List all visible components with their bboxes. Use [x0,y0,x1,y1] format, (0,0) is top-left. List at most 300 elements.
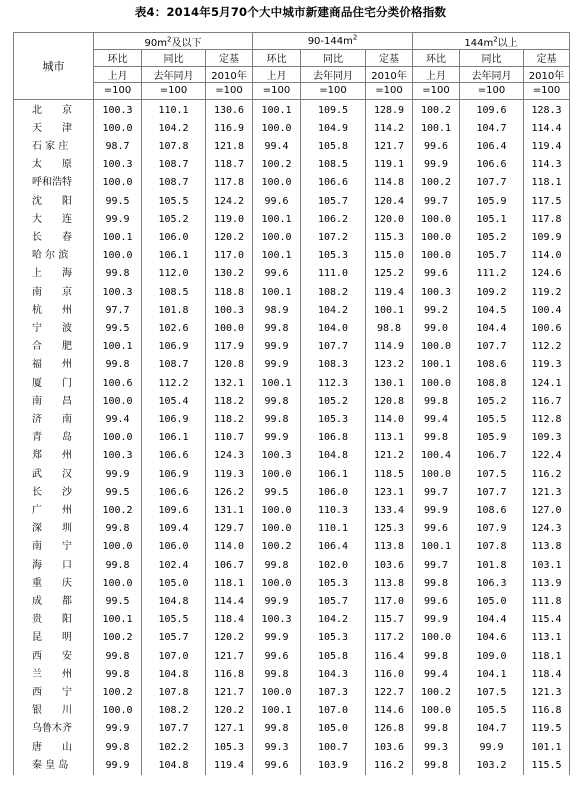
index-value: 105.2 [142,211,206,229]
index-value: 100.0 [413,466,460,484]
index-value: 132.1 [206,375,253,393]
index-value: 121.7 [366,138,413,156]
index-value: 100.1 [253,702,301,720]
index-value: 103.2 [460,757,524,775]
index-value: 100.0 [413,375,460,393]
table-row [14,138,570,156]
index-value: 108.5 [301,156,366,174]
city-name: 厦 门 [14,375,94,393]
table-row [14,757,570,775]
index-value: 101.8 [460,557,524,575]
city-name: 西 安 [14,648,94,666]
city-name: 北 京 [14,99,94,120]
table-row [14,702,570,720]
group-header-large: $144m^2$以上 [413,33,570,50]
city-name: 秦 皇 岛 [14,757,94,775]
index-value: 99.9 [253,629,301,647]
index-value: 99.5 [94,193,142,211]
index-value: 117.0 [366,593,413,611]
index-value: 107.7 [460,484,524,502]
index-value: 102.4 [142,557,206,575]
index-value: 115.3 [366,229,413,247]
index-value: 104.4 [460,320,524,338]
index-value: 105.4 [142,393,206,411]
index-value: 104.6 [460,629,524,647]
index-value: 99.7 [413,484,460,502]
index-value: 100.3 [94,99,142,120]
index-value: 107.8 [142,138,206,156]
index-value: 127.1 [206,720,253,738]
index-value: 119.3 [206,466,253,484]
index-value: 99.5 [94,320,142,338]
table-row [14,611,570,629]
index-value: 118.4 [206,611,253,629]
index-value: 102.6 [142,320,206,338]
index-value: 105.3 [301,575,366,593]
table-row [14,156,570,174]
city-name: 郑 州 [14,447,94,465]
index-value: 126.2 [206,484,253,502]
index-value: 100.0 [94,393,142,411]
index-value: 100.1 [413,538,460,556]
index-value: 107.7 [301,338,366,356]
index-value: 99.4 [94,411,142,429]
table-row [14,393,570,411]
index-value: 100.0 [94,702,142,720]
index-value: 100.0 [253,520,301,538]
index-value: 100.0 [94,120,142,138]
subheader-sub1-base: 定基 [206,50,253,67]
index-value: 108.6 [460,502,524,520]
subheader-sub2-mom: 上月 [253,66,301,83]
index-value: 102.2 [142,739,206,757]
index-value: 114.9 [366,338,413,356]
city-name: 南 京 [14,284,94,302]
index-value: 105.1 [460,211,524,229]
index-value: 99.3 [413,739,460,757]
index-value: 105.5 [142,611,206,629]
city-name: 海 口 [14,557,94,575]
subheader-sub3-yoy: =100 [301,83,366,100]
index-value: 113.8 [524,538,570,556]
index-value: 98.8 [366,320,413,338]
index-value: 130.1 [366,375,413,393]
index-value: 113.9 [524,575,570,593]
index-value: 112.2 [142,375,206,393]
index-value: 123.2 [366,356,413,374]
city-name: 石 家 庄 [14,138,94,156]
group-header-medium: $90-144m^2$ [253,33,413,50]
table-row [14,320,570,338]
table-row [14,356,570,374]
index-value: 112.3 [301,375,366,393]
city-name: 福 州 [14,356,94,374]
index-value: 106.6 [301,174,366,192]
table-row [14,229,570,247]
index-value: 100.0 [413,702,460,720]
index-value: 105.9 [460,429,524,447]
index-value: 99.9 [413,502,460,520]
index-value: 99.8 [94,739,142,757]
city-name: 贵 阳 [14,611,94,629]
index-value: 114.0 [524,247,570,265]
index-value: 112.0 [142,265,206,283]
subheader-sub1-yoy: 同比 [460,50,524,67]
index-value: 118.1 [206,575,253,593]
table-row [14,247,570,265]
index-value: 104.5 [460,302,524,320]
index-value: 103.9 [301,757,366,775]
table-row [14,284,570,302]
index-value: 99.8 [413,393,460,411]
city-name: 哈 尔 滨 [14,247,94,265]
index-value: 109.4 [142,520,206,538]
index-value: 115.0 [366,247,413,265]
table-row [14,593,570,611]
index-value: 103.6 [366,557,413,575]
index-value: 125.3 [366,520,413,538]
index-value: 100.1 [94,611,142,629]
index-value: 100.1 [94,338,142,356]
index-value: 112.8 [524,411,570,429]
index-value: 113.8 [366,538,413,556]
index-value: 106.6 [142,447,206,465]
index-value: 108.3 [301,356,366,374]
index-value: 100.1 [253,375,301,393]
index-value: 118.8 [206,284,253,302]
index-value: 100.2 [94,629,142,647]
index-value: 99.8 [94,557,142,575]
index-value: 99.6 [253,265,301,283]
index-value: 120.8 [206,356,253,374]
city-name: 合 肥 [14,338,94,356]
index-value: 99.8 [413,720,460,738]
table-row [14,193,570,211]
index-value: 100.2 [413,174,460,192]
index-value: 124.6 [524,265,570,283]
city-name: 南 宁 [14,538,94,556]
index-value: 118.4 [524,666,570,684]
group-header-small: $90m^2$及以下 [94,33,253,50]
index-value: 106.1 [142,247,206,265]
index-value: 100.0 [94,247,142,265]
subheader-sub3-mom: =100 [253,83,301,100]
index-value: 99.7 [413,557,460,575]
index-value: 105.7 [460,247,524,265]
index-value: 100.3 [413,284,460,302]
index-value: 117.8 [524,211,570,229]
index-value: 98.9 [253,302,301,320]
index-value: 125.2 [366,265,413,283]
index-value: 99.9 [253,593,301,611]
index-value: 124.3 [524,520,570,538]
subheader-sub3-base: =100 [366,83,413,100]
index-value: 114.0 [206,538,253,556]
index-value: 105.7 [142,629,206,647]
index-value: 108.5 [142,284,206,302]
city-name: 昆 明 [14,629,94,647]
index-value: 120.2 [206,629,253,647]
index-value: 123.1 [366,484,413,502]
index-value: 104.7 [460,720,524,738]
city-name: 成 都 [14,593,94,611]
index-value: 119.4 [206,757,253,775]
index-value: 124.2 [206,193,253,211]
index-value: 104.2 [301,611,366,629]
index-value: 99.6 [253,648,301,666]
index-value: 103.6 [366,739,413,757]
index-value: 99.5 [94,484,142,502]
index-value: 100.0 [413,629,460,647]
index-value: 115.7 [366,611,413,629]
index-value: 100.2 [94,502,142,520]
index-value: 109.5 [301,99,366,120]
index-value: 120.8 [366,393,413,411]
table-row [14,739,570,757]
index-value: 99.8 [413,757,460,775]
index-value: 100.0 [413,247,460,265]
index-value: 121.7 [206,648,253,666]
index-value: 105.3 [301,629,366,647]
index-value: 113.1 [524,629,570,647]
index-value: 107.0 [301,702,366,720]
index-value: 99.9 [94,757,142,775]
index-value: 114.3 [524,156,570,174]
index-value: 104.8 [142,757,206,775]
index-value: 118.7 [206,156,253,174]
index-value: 112.2 [524,338,570,356]
index-value: 108.2 [142,702,206,720]
index-value: 100.1 [413,356,460,374]
index-value: 121.3 [524,484,570,502]
index-value: 113.8 [366,575,413,593]
index-value: 107.3 [301,684,366,702]
table-row [14,684,570,702]
index-value: 122.7 [366,684,413,702]
table-row [14,99,570,120]
city-name: 武 汉 [14,466,94,484]
index-value: 100.7 [301,739,366,757]
index-value: 107.9 [460,520,524,538]
city-name: 深 圳 [14,520,94,538]
table-row [14,484,570,502]
index-value: 116.2 [524,466,570,484]
index-value: 106.2 [301,211,366,229]
index-value: 99.8 [413,575,460,593]
index-value: 99.4 [413,411,460,429]
index-value: 109.9 [524,229,570,247]
index-value: 100.3 [253,447,301,465]
city-name: 银 川 [14,702,94,720]
subheader-sub1-mom: 环比 [253,50,301,67]
index-value: 106.8 [301,429,366,447]
city-name: 杭 州 [14,302,94,320]
index-value: 121.8 [206,138,253,156]
index-value: 98.7 [94,138,142,156]
index-value: 99.8 [253,411,301,429]
index-value: 119.1 [366,156,413,174]
index-value: 106.6 [142,484,206,502]
index-value: 113.1 [366,429,413,447]
index-value: 120.2 [206,229,253,247]
index-value: 118.5 [366,466,413,484]
index-value: 106.4 [301,538,366,556]
index-value: 107.8 [460,538,524,556]
subheader-sub3-base: =100 [524,83,570,100]
index-value: 110.7 [206,429,253,447]
index-value: 104.2 [142,120,206,138]
table-row [14,302,570,320]
index-value: 100.3 [94,447,142,465]
index-value: 108.7 [142,356,206,374]
index-value: 99.4 [413,666,460,684]
index-value: 116.4 [366,648,413,666]
index-value: 99.6 [413,593,460,611]
index-value: 106.7 [460,447,524,465]
index-value: 111.8 [524,593,570,611]
index-value: 100.3 [206,302,253,320]
index-value: 106.9 [142,411,206,429]
city-name: 上 海 [14,265,94,283]
index-value: 99.8 [253,557,301,575]
index-value: 100.0 [253,120,301,138]
index-value: 111.0 [301,265,366,283]
index-value: 99.8 [253,320,301,338]
index-value: 105.5 [460,702,524,720]
index-value: 119.5 [524,720,570,738]
index-value: 118.1 [524,174,570,192]
index-value: 107.7 [460,338,524,356]
index-value: 100.0 [253,684,301,702]
index-value: 106.1 [142,429,206,447]
table-row [14,720,570,738]
index-value: 99.8 [253,393,301,411]
subheader-sub2-base: 2010年 [524,66,570,83]
index-value: 120.0 [366,211,413,229]
index-value: 99.9 [94,211,142,229]
city-column-header: 城市 [14,33,94,100]
index-value: 133.4 [366,502,413,520]
table-row [14,411,570,429]
index-value: 119.4 [524,138,570,156]
index-value: 100.1 [413,120,460,138]
index-value: 128.3 [524,99,570,120]
index-value: 105.2 [460,229,524,247]
index-value: 107.0 [142,648,206,666]
subheader-sub1-yoy: 同比 [142,50,206,67]
index-value: 110.3 [301,502,366,520]
table-row [14,538,570,556]
index-value: 99.2 [413,302,460,320]
index-value: 99.7 [413,193,460,211]
index-value: 105.5 [142,193,206,211]
index-value: 100.1 [253,211,301,229]
index-value: 99.8 [413,429,460,447]
index-value: 100.0 [253,174,301,192]
index-value: 100.1 [253,284,301,302]
index-value: 105.9 [460,193,524,211]
index-value: 100.0 [94,575,142,593]
index-value: 105.0 [142,575,206,593]
city-name: 乌鲁木齐 [14,720,94,738]
table-row [14,429,570,447]
index-value: 99.3 [253,739,301,757]
index-value: 100.4 [413,447,460,465]
table-row [14,629,570,647]
table-row [14,520,570,538]
index-value: 116.8 [524,702,570,720]
table-row [14,557,570,575]
index-value: 106.9 [142,466,206,484]
index-value: 104.8 [142,666,206,684]
index-value: 105.0 [460,593,524,611]
index-value: 100.0 [413,211,460,229]
index-value: 107.5 [460,466,524,484]
table-row [14,666,570,684]
subheader-sub2-base: 2010年 [206,66,253,83]
index-value: 100.1 [94,229,142,247]
city-name: 长 春 [14,229,94,247]
index-value: 99.6 [253,193,301,211]
subheader-sub1-mom: 环比 [94,50,142,67]
index-value: 104.8 [301,447,366,465]
index-value: 108.6 [460,356,524,374]
index-value: 130.6 [206,99,253,120]
table-row [14,648,570,666]
index-value: 108.8 [460,375,524,393]
table-row [14,211,570,229]
index-value: 106.3 [460,575,524,593]
index-value: 99.6 [253,757,301,775]
index-value: 99.4 [253,138,301,156]
index-value: 107.7 [142,720,206,738]
index-value: 105.8 [301,648,366,666]
index-value: 100.0 [253,466,301,484]
index-value: 99.9 [413,156,460,174]
index-value: 107.5 [460,684,524,702]
index-value: 114.0 [366,411,413,429]
index-value: 100.0 [413,338,460,356]
index-value: 124.1 [524,375,570,393]
index-value: 116.0 [366,666,413,684]
index-value: 99.8 [253,666,301,684]
index-value: 128.9 [366,99,413,120]
index-value: 100.0 [94,429,142,447]
index-value: 120.2 [206,702,253,720]
subheader-sub1-yoy: 同比 [301,50,366,67]
index-value: 105.7 [301,193,366,211]
index-value: 99.8 [94,356,142,374]
price-index-table [13,32,570,775]
index-value: 100.4 [524,302,570,320]
index-value: 105.2 [460,393,524,411]
index-value: 100.6 [94,375,142,393]
index-value: 101.1 [524,739,570,757]
subheader-sub3-yoy: =100 [142,83,206,100]
index-value: 105.2 [301,393,366,411]
index-value: 106.6 [460,156,524,174]
subheader-sub2-yoy: 去年同月 [142,66,206,83]
index-value: 109.3 [524,429,570,447]
index-value: 117.5 [524,193,570,211]
index-value: 109.6 [460,99,524,120]
subheader-sub2-mom: 上月 [94,66,142,83]
city-name: 西 宁 [14,684,94,702]
index-value: 107.7 [460,174,524,192]
subheader-sub2-mom: 上月 [413,66,460,83]
subheader-sub3-base: =100 [206,83,253,100]
subheader-sub3-mom: =100 [94,83,142,100]
